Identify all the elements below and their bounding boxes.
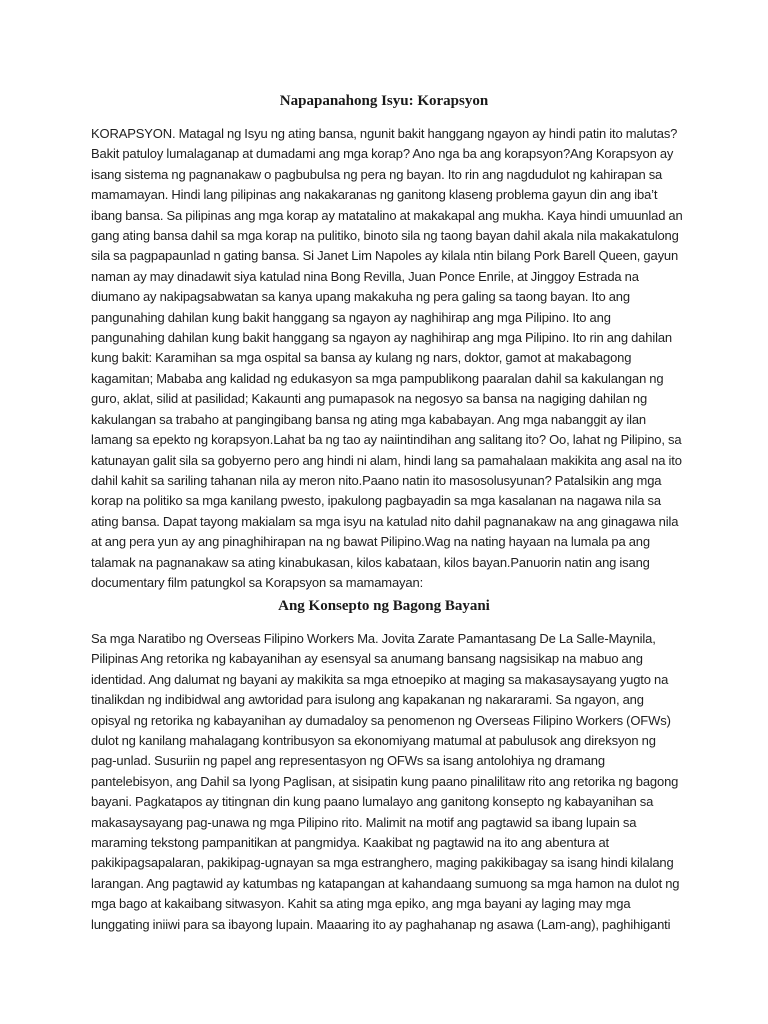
paragraph-bagong-bayani: Sa mga Naratibo ng Overseas Filipino Workers Ma. Jovita Zarate Pamantasang De La Salle-Maynila, Pilipinas Ang retorika ng kabayanihan ay esensyal sa anumang bansang nagsisikap na mabuo ang identidad. Ang dalumat ng bayani ay makikita sa mga etnoepiko at maging sa makasaysayang yugto na tinalikdan ng indibidwal ang awtoridad para isulong ang kapakanan ng nakararami. Sa ngayon, ang opisyal ng retorika ng kabayanihan ay dumadaloy sa penomenon ng Overseas Filipino Workers (OFWs) dulot ng kanilang mahalagang kontribusyon sa ekonomiyang matumal at pabulusok ang direksyon ng pag-unlad. Susuriin ng papel ang representasyon ng OFWs sa isang antolohiya ng dramang pantelebisyon, ang Dahil sa Iyong Paglisan, at sisipatin kung paano pinalilitaw rito ang retorika ng bagong bayani. Pagkatapos ay titingnan din kung paano lumalayo ang ganitong konsepto ng kabayanihan sa makasaysayang pag-unawa ng mga Pilipino rito. Malimit na motif ang pagtawid sa ibang lupain sa maraming tekstong pampanitikan at pangmidya. Kaakibat ng pagtawid na ito ang abentura at pakikipagsapalaran, pakikipag-ugnayan sa mga estranghero, maging pakikibagay sa isang hindi kilalang larangan. Ang pagtawid ay katumbas ng katapangan at kahandaang sumuong sa mga hamon na dulot ng mga bago at kakaibang sitwasyon. Kahit sa ating mga epiko, ang mga bayani ay laging may mga lunggating iniiwi para sa ibayong lupain. Maaaring ito ay paghahanap ng asawa (Lam-ang), paghihiganti — [91, 631, 680, 932]
section-title-bagong-bayani: Ang Konsepto ng Bagong Bayani — [278, 598, 490, 614]
section-title-korapsyon: Napapanahong Isyu: Korapsyon — [279, 93, 489, 109]
paragraph-korapsyon: KORAPSYON. Matagal ng Isyu ng ating bansa, ngunit bakit hanggang ngayon ay hindi patin ito malutas? Bakit patuloy lumalaganap at dumadami ang mga korap? Ano nga ba ang korapsyon?Ang Korapsyon ay isang sistema ng pagnanakaw o pagbubulsa ng pera ng bayan. Ito rin ang nagdudulot ng kahirapan sa mamamayan. Hindi lang pilipinas ang nakakaranas ng ganitong klaseng problema gayun din ang iba’t ibang bansa. Sa pilipinas ang mga korap ay matatalino at makakapal ang mukha. Kaya hindi umuunlad an gang ating bansa dahil sa mga korap na pulitiko, binoto sila ng taong bayan dahil akala nila makakatulong sila sa pagpapaunlad n gating bansa. Si Janet Lim Napoles ay kilala ntin bilang Pork Barell Queen, gayun naman ay may dinadawit siya katulad nina Bong Revilla, Juan Ponce Enrile, at Jinggoy Estrada na diumano ay nakipagsabwatan sa kanya upang makakuha ng pera galing sa taong bayan. Ito ang pangunahing dahilan kung bakit hanggang sa ngayon ay naghihirap ang mga Pilipino. Ito ang pangunahing dahilan kung bakit hanggang sa ngayon ay naghihirap ang mga Pilipino. Ito rin ang dahilan kung bakit: Karamihan sa mga ospital sa bansa ay kulang ng nars, doktor, gamot at makabagong kagamitan; Mababa ang kalidad ng edukasyon sa mga pampublikong paaralan dahil sa kakulangan ng guro, aklat, silid at pasilidad; Kakaunti ang pumapasok na negosyo sa bansa na nagiging dahilan ng kakulangan sa trabaho at pangingibang bansa ng ating mga kababayan. Ang mga nabanggit ay ilan lamang sa epekto ng korapsyon.Lahat ba ng tao ay naiintindihan ang salitang ito? Oo, lahat ng Pilipino, sa katunayan galit sila sa gobyerno pero ang hindi ni alam, hindi lang sa pamahalaan makikita ang asal na ito dahil kahit sa sariling tahanan nila ay meron nito.Paano natin ito masosolusyunan? Patalsikin ang mga korap na politiko sa mga kanilang pwesto, ipakulong pagbayadin sa mga kasalanan na nagawa nila sa ating bansa. Dapat tayong makialam sa mga isyu na katulad nito dahil pagnanakaw na ang ginagawa nila at ang pera yun ay ang pinaghihirapan na ng bawat Pilipino.Wag na nating hayaan na lumala pa ang talamak na pagnanakaw sa ating kinabukasan, kilos kabataan, kilos bayan.Panuorin natin ang isang documentary film patungkol sa Korapsyon sa mamamayan: — [91, 126, 683, 590]
